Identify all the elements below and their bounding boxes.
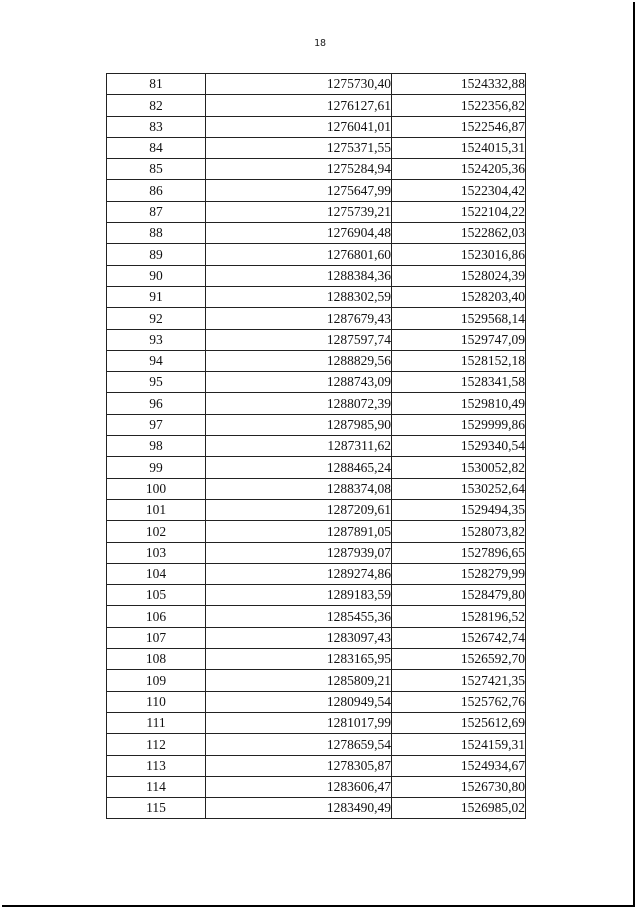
y-coordinate-cell: 1524015,31 (392, 137, 526, 158)
y-coordinate-cell: 1528279,99 (392, 563, 526, 584)
y-coordinate-cell: 1522304,42 (392, 180, 526, 201)
y-coordinate-cell: 1522356,82 (392, 95, 526, 116)
point-number-cell: 102 (107, 521, 206, 542)
table-row (107, 606, 526, 627)
x-coordinate-cell: 1278305,87 (206, 755, 392, 776)
table-row (107, 393, 526, 414)
table-row (107, 478, 526, 499)
point-number-cell: 106 (107, 606, 206, 627)
coordinates-table (106, 73, 526, 819)
point-number-cell: 113 (107, 755, 206, 776)
table-row (107, 372, 526, 393)
table-row (107, 329, 526, 350)
point-number-cell: 83 (107, 116, 206, 137)
y-coordinate-cell: 1529494,35 (392, 499, 526, 520)
y-coordinate-cell: 1524332,88 (392, 74, 526, 95)
x-coordinate-cell: 1287597,74 (206, 329, 392, 350)
x-coordinate-cell: 1276127,61 (206, 95, 392, 116)
x-coordinate-cell: 1275730,40 (206, 74, 392, 95)
point-number-cell: 111 (107, 712, 206, 733)
table-row (107, 542, 526, 563)
table-row (107, 649, 526, 670)
y-coordinate-cell: 1525762,76 (392, 691, 526, 712)
table-row (107, 712, 526, 733)
x-coordinate-cell: 1288302,59 (206, 286, 392, 307)
y-coordinate-cell: 1524934,67 (392, 755, 526, 776)
table-row (107, 116, 526, 137)
point-number-cell: 85 (107, 159, 206, 180)
y-coordinate-cell: 1526730,80 (392, 776, 526, 797)
table-row (107, 798, 526, 819)
table-row (107, 286, 526, 307)
point-number-cell: 95 (107, 372, 206, 393)
x-coordinate-cell: 1288374,08 (206, 478, 392, 499)
point-number-cell: 99 (107, 457, 206, 478)
table-row (107, 457, 526, 478)
x-coordinate-cell: 1288743,09 (206, 372, 392, 393)
table-row (107, 521, 526, 542)
x-coordinate-cell: 1281017,99 (206, 712, 392, 733)
point-number-cell: 110 (107, 691, 206, 712)
y-coordinate-cell: 1528196,52 (392, 606, 526, 627)
x-coordinate-cell: 1278659,54 (206, 734, 392, 755)
table-row (107, 244, 526, 265)
table-row (107, 308, 526, 329)
x-coordinate-cell: 1275739,21 (206, 201, 392, 222)
x-coordinate-cell: 1287985,90 (206, 414, 392, 435)
x-coordinate-cell: 1288465,24 (206, 457, 392, 478)
table-row (107, 734, 526, 755)
x-coordinate-cell: 1283490,49 (206, 798, 392, 819)
x-coordinate-cell: 1288384,36 (206, 265, 392, 286)
point-number-cell: 96 (107, 393, 206, 414)
y-coordinate-cell: 1522546,87 (392, 116, 526, 137)
point-number-cell: 89 (107, 244, 206, 265)
point-number-cell: 114 (107, 776, 206, 797)
point-number-cell: 93 (107, 329, 206, 350)
table-row (107, 223, 526, 244)
x-coordinate-cell: 1276041,01 (206, 116, 392, 137)
point-number-cell: 101 (107, 499, 206, 520)
point-number-cell: 115 (107, 798, 206, 819)
x-coordinate-cell: 1285809,21 (206, 670, 392, 691)
y-coordinate-cell: 1528203,40 (392, 286, 526, 307)
x-coordinate-cell: 1287679,43 (206, 308, 392, 329)
table-row (107, 159, 526, 180)
x-coordinate-cell: 1276904,48 (206, 223, 392, 244)
x-coordinate-cell: 1275284,94 (206, 159, 392, 180)
table-row (107, 414, 526, 435)
point-number-cell: 98 (107, 436, 206, 457)
x-coordinate-cell: 1287891,05 (206, 521, 392, 542)
y-coordinate-cell: 1529568,14 (392, 308, 526, 329)
point-number-cell: 107 (107, 627, 206, 648)
x-coordinate-cell: 1285455,36 (206, 606, 392, 627)
y-coordinate-cell: 1527421,35 (392, 670, 526, 691)
table-row (107, 776, 526, 797)
table-row (107, 755, 526, 776)
y-coordinate-cell: 1528152,18 (392, 350, 526, 371)
y-coordinate-cell: 1530052,82 (392, 457, 526, 478)
x-coordinate-cell: 1287311,62 (206, 436, 392, 457)
x-coordinate-cell: 1288072,39 (206, 393, 392, 414)
table-row (107, 201, 526, 222)
x-coordinate-cell: 1283165,95 (206, 649, 392, 670)
y-coordinate-cell: 1528479,80 (392, 585, 526, 606)
page-number: 18 (313, 38, 327, 49)
point-number-cell: 84 (107, 137, 206, 158)
y-coordinate-cell: 1528024,39 (392, 265, 526, 286)
x-coordinate-cell: 1280949,54 (206, 691, 392, 712)
point-number-cell: 94 (107, 350, 206, 371)
point-number-cell: 109 (107, 670, 206, 691)
x-coordinate-cell: 1287209,61 (206, 499, 392, 520)
table-row (107, 436, 526, 457)
point-number-cell: 100 (107, 478, 206, 499)
point-number-cell: 104 (107, 563, 206, 584)
y-coordinate-cell: 1522862,03 (392, 223, 526, 244)
y-coordinate-cell: 1524205,36 (392, 159, 526, 180)
y-coordinate-cell: 1526742,74 (392, 627, 526, 648)
y-coordinate-cell: 1529999,86 (392, 414, 526, 435)
table-row (107, 95, 526, 116)
y-coordinate-cell: 1529340,54 (392, 436, 526, 457)
y-coordinate-cell: 1525612,69 (392, 712, 526, 733)
y-coordinate-cell: 1528073,82 (392, 521, 526, 542)
y-coordinate-cell: 1522104,22 (392, 201, 526, 222)
table-row (107, 350, 526, 371)
y-coordinate-cell: 1529747,09 (392, 329, 526, 350)
y-coordinate-cell: 1524159,31 (392, 734, 526, 755)
x-coordinate-cell: 1283097,43 (206, 627, 392, 648)
x-coordinate-cell: 1287939,07 (206, 542, 392, 563)
coordinates-table-body (107, 74, 526, 819)
point-number-cell: 97 (107, 414, 206, 435)
x-coordinate-cell: 1289183,59 (206, 585, 392, 606)
x-coordinate-cell: 1288829,56 (206, 350, 392, 371)
x-coordinate-cell: 1289274,86 (206, 563, 392, 584)
point-number-cell: 108 (107, 649, 206, 670)
x-coordinate-cell: 1276801,60 (206, 244, 392, 265)
point-number-cell: 87 (107, 201, 206, 222)
table-row (107, 563, 526, 584)
point-number-cell: 81 (107, 74, 206, 95)
table-row (107, 499, 526, 520)
y-coordinate-cell: 1526592,70 (392, 649, 526, 670)
y-coordinate-cell: 1527896,65 (392, 542, 526, 563)
y-coordinate-cell: 1530252,64 (392, 478, 526, 499)
point-number-cell: 92 (107, 308, 206, 329)
x-coordinate-cell: 1275647,99 (206, 180, 392, 201)
point-number-cell: 82 (107, 95, 206, 116)
x-coordinate-cell: 1275371,55 (206, 137, 392, 158)
point-number-cell: 86 (107, 180, 206, 201)
point-number-cell: 88 (107, 223, 206, 244)
table-row (107, 585, 526, 606)
y-coordinate-cell: 1523016,86 (392, 244, 526, 265)
y-coordinate-cell: 1529810,49 (392, 393, 526, 414)
table-row (107, 180, 526, 201)
point-number-cell: 90 (107, 265, 206, 286)
x-coordinate-cell: 1283606,47 (206, 776, 392, 797)
y-coordinate-cell: 1526985,02 (392, 798, 526, 819)
table-row (107, 265, 526, 286)
point-number-cell: 105 (107, 585, 206, 606)
table-row (107, 627, 526, 648)
y-coordinate-cell: 1528341,58 (392, 372, 526, 393)
point-number-cell: 103 (107, 542, 206, 563)
table-row (107, 74, 526, 95)
table-row (107, 691, 526, 712)
table-row (107, 670, 526, 691)
point-number-cell: 91 (107, 286, 206, 307)
table-row (107, 137, 526, 158)
point-number-cell: 112 (107, 734, 206, 755)
